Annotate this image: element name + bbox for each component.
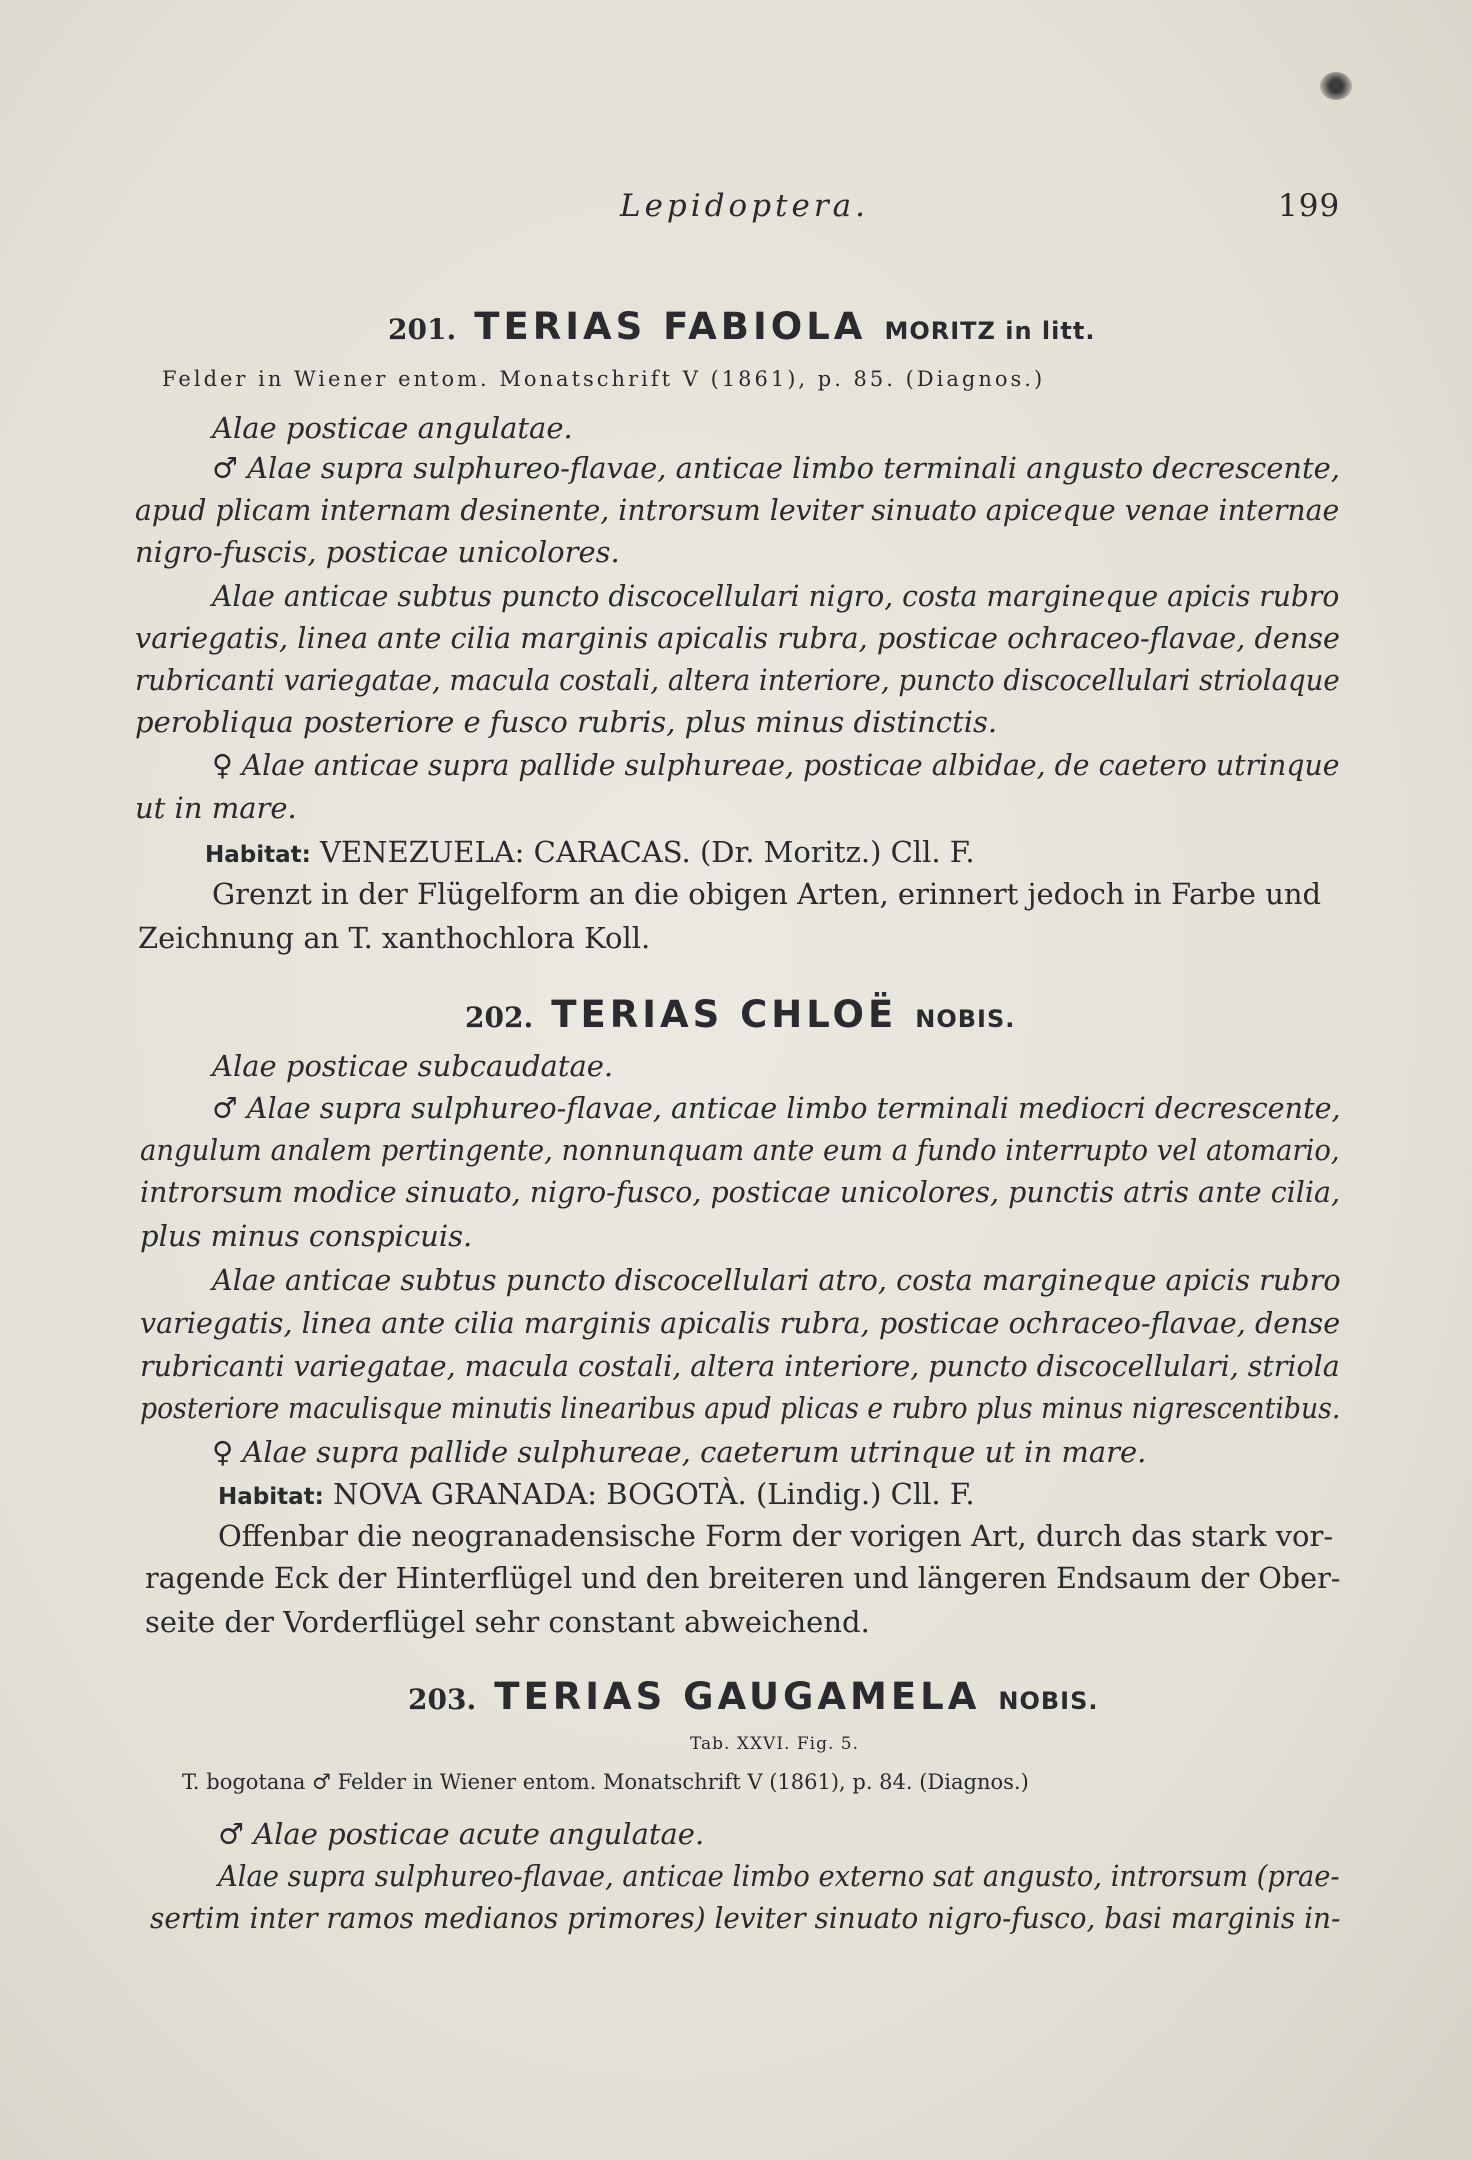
section-number: 202.: [465, 1001, 534, 1034]
section-201-habitat: [205, 834, 975, 873]
ink-spot: [1320, 72, 1352, 100]
text-line: ut in mare.: [135, 791, 297, 825]
german-note-line: seite der Vorderflügel sehr constant abweichend.: [145, 1605, 870, 1639]
page-number: 199: [1278, 188, 1341, 224]
text-line: apud plicam internam desinente, introrsum leviter sinuato apiceque venae internae: [135, 493, 1340, 527]
habitat-label: Habitat:: [205, 842, 311, 868]
section-202-heading: [465, 993, 1015, 1036]
section-203-heading: [408, 1675, 1099, 1718]
text-line: variegatis, linea ante cilia marginis apicalis rubra, posticae ochraceo-flavae, dense: [135, 621, 1340, 655]
text-line: Alae posticae subcaudatae.: [212, 1049, 614, 1083]
text-line: ♀ Alae anticae supra pallide sulphureae, posticae albidae, de caetero utrinque: [212, 748, 1340, 782]
german-note-line: Zeichnung an T. xanthochlora Koll.: [138, 921, 651, 955]
text-line: Alae posticae angulatae.: [212, 411, 573, 445]
habitat-value: NOVA GRANADA: BOGOTÀ. (Lindig.) Cll. F.: [333, 1477, 975, 1511]
text-line: Alae supra sulphureo-flavae, anticae limbo externo sat angusto, introrsum (prae-: [218, 1859, 1340, 1893]
text-line: plus minus conspicuis.: [140, 1219, 473, 1253]
german-note-line: Grenzt in der Flügelform an die obigen Arten, erinnert jedoch in Farbe und: [212, 877, 1322, 911]
text-line: rubricanti variegatae, macula costali, altera interiore, puncto discocellulari, striola: [140, 1349, 1340, 1383]
section-201-reference: Felder in Wiener entom. Monatschrift V (1861), p. 85. (Diagnos.): [162, 367, 1046, 391]
text-line: ♂ Alae supra sulphureo-flavae, anticae limbo terminali angusto decrescente,: [212, 451, 1340, 485]
habitat-value: VENEZUELA: CARACAS. (Dr. Moritz.) Cll. F.: [320, 835, 975, 869]
text-line: posteriore maculisque minutis linearibus apud plicas e rubro plus minus nigrescentibus.: [140, 1391, 1341, 1425]
text-line: rubricanti variegatae, macula costali, altera interiore, puncto discocellulari striolaque: [135, 663, 1340, 697]
text-line: ♂ Alae supra sulphureo-flavae, anticae limbo terminali mediocri decrescente,: [212, 1091, 1341, 1125]
section-201-heading: [388, 305, 1095, 348]
species-author: NOBIS.: [998, 1687, 1099, 1715]
german-note-line: Offenbar die neogranadensische Form der vorigen Art, durch das stark vor-: [218, 1519, 1334, 1553]
text-line: ♂ Alae posticae acute angulatae.: [218, 1817, 705, 1851]
running-head: Lepidoptera.: [620, 188, 870, 224]
species-name: TERIAS FABIOLA: [474, 305, 867, 348]
text-line: perobliqua posteriore e fusco rubris, plus minus distinctis.: [135, 705, 998, 739]
habitat-label: Habitat:: [218, 1484, 324, 1510]
text-line: angulum analem pertingente, nonnunquam ante eum a fundo interrupto vel atomario,: [140, 1133, 1340, 1167]
text-line: Alae anticae subtus puncto discocellulari atro, costa margineque apicis rubro: [212, 1263, 1341, 1297]
species-author: NOBIS.: [915, 1005, 1016, 1033]
species-name: TERIAS CHLOË: [551, 993, 898, 1036]
german-note-line: ragende Eck der Hinterflügel und den breiteren und längeren Endsaum der Ober-: [145, 1561, 1341, 1595]
text-line: nigro-fuscis, posticae unicolores.: [135, 535, 620, 569]
section-number: 201.: [388, 313, 457, 346]
text-line: Alae anticae subtus puncto discocellulari nigro, costa margineque apicis rubro: [212, 579, 1340, 613]
species-author: MORITZ in litt.: [884, 317, 1096, 345]
plate-reference: Tab. XXVI. Fig. 5.: [690, 1734, 859, 1754]
species-name: TERIAS GAUGAMELA: [494, 1675, 981, 1718]
text-line: sertim inter ramos medianos primores) leviter sinuato nigro-fusco, basi marginis in-: [150, 1901, 1341, 1935]
text-line: ♀ Alae supra pallide sulphureae, caeterum utrinque ut in mare.: [212, 1435, 1147, 1469]
text-line: variegatis, linea ante cilia marginis apicalis rubra, posticae ochraceo-flavae, dense: [140, 1306, 1341, 1340]
section-203-reference: T. bogotana ♂ Felder in Wiener entom. Monatschrift V (1861), p. 84. (Diagnos.): [182, 1770, 1029, 1794]
section-202-habitat: [218, 1476, 975, 1515]
text-line: introrsum modice sinuato, nigro-fusco, posticae unicolores, punctis atris ante cilia,: [140, 1175, 1341, 1209]
section-number: 203.: [408, 1683, 477, 1716]
